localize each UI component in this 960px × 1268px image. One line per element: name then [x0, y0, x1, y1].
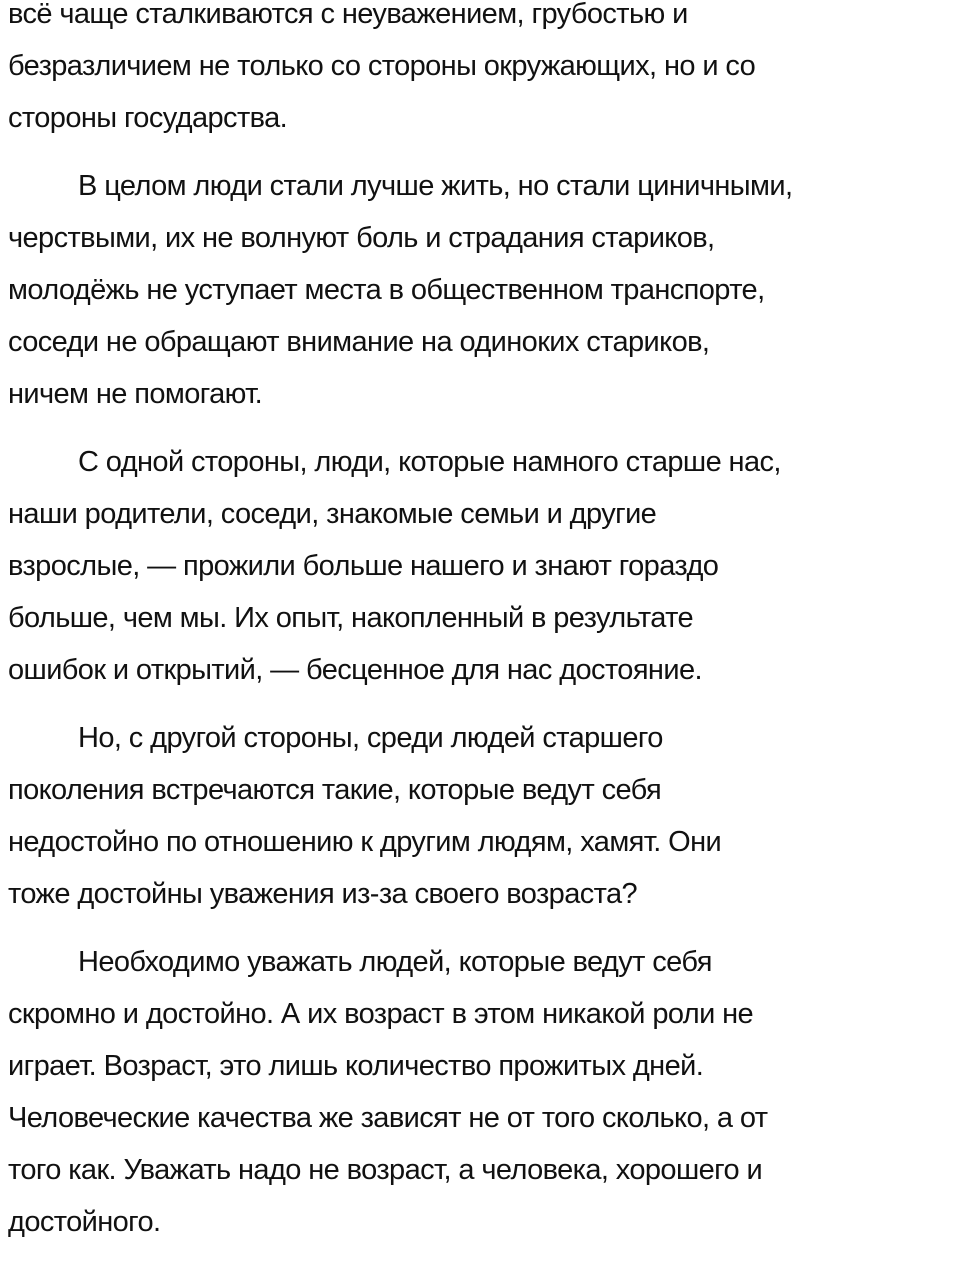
text-line: недостойно по отношению к другим людям, хамят. Они — [8, 826, 722, 858]
paragraph-1 — [8, 0, 952, 148]
text-line: того как. Уважать надо не возраст, а человека, хорошего и — [8, 1154, 763, 1186]
text-line: молодёжь не уступает места в общественном транспорте, — [8, 274, 765, 306]
document-page — [8, 0, 952, 1268]
text-line: достойного. — [8, 1206, 161, 1238]
text-line: играет. Возраст, это лишь количество прожитых дней. — [8, 1050, 704, 1082]
text-line: Но, с другой стороны, среди людей старшего — [78, 722, 663, 754]
text-line: больше, чем мы. Их опыт, накопленный в результате — [8, 602, 694, 634]
text-line: всё чаще сталкиваются с неуважением, грубостью и — [8, 0, 688, 30]
text-line: соседи не обращают внимание на одиноких стариков, — [8, 326, 710, 358]
paragraph-2 — [8, 164, 952, 424]
text-line: поколения встречаются такие, которые ведут себя — [8, 774, 662, 806]
paragraph-5 — [8, 940, 952, 1252]
text-line: С одной стороны, люди, которые намного старше нас, — [78, 446, 781, 478]
text-line: Человеческие качества же зависят не от того сколько, а от — [8, 1102, 768, 1134]
text-line: ничем не помогают. — [8, 378, 263, 410]
text-line: наши родители, соседи, знакомые семьи и другие — [8, 498, 657, 530]
text-line: взрослые, — прожили больше нашего и знают гораздо — [8, 550, 719, 582]
text-line: ошибок и открытий, — бесценное для нас достояние. — [8, 654, 702, 686]
text-line: тоже достойны уважения из-за своего возраста? — [8, 878, 638, 910]
text-line: стороны государства. — [8, 102, 288, 134]
text-line: безразличием не только со стороны окружающих, но и со — [8, 50, 756, 82]
paragraph-4 — [8, 716, 952, 924]
text-line: скромно и достойно. А их возраст в этом никакой роли не — [8, 998, 754, 1030]
text-line: Необходимо уважать людей, которые ведут себя — [78, 946, 712, 978]
text-line: черствыми, их не волнуют боль и страдания стариков, — [8, 222, 715, 254]
text-line: В целом люди стали лучше жить, но стали циничными, — [78, 170, 793, 202]
paragraph-3 — [8, 440, 952, 700]
